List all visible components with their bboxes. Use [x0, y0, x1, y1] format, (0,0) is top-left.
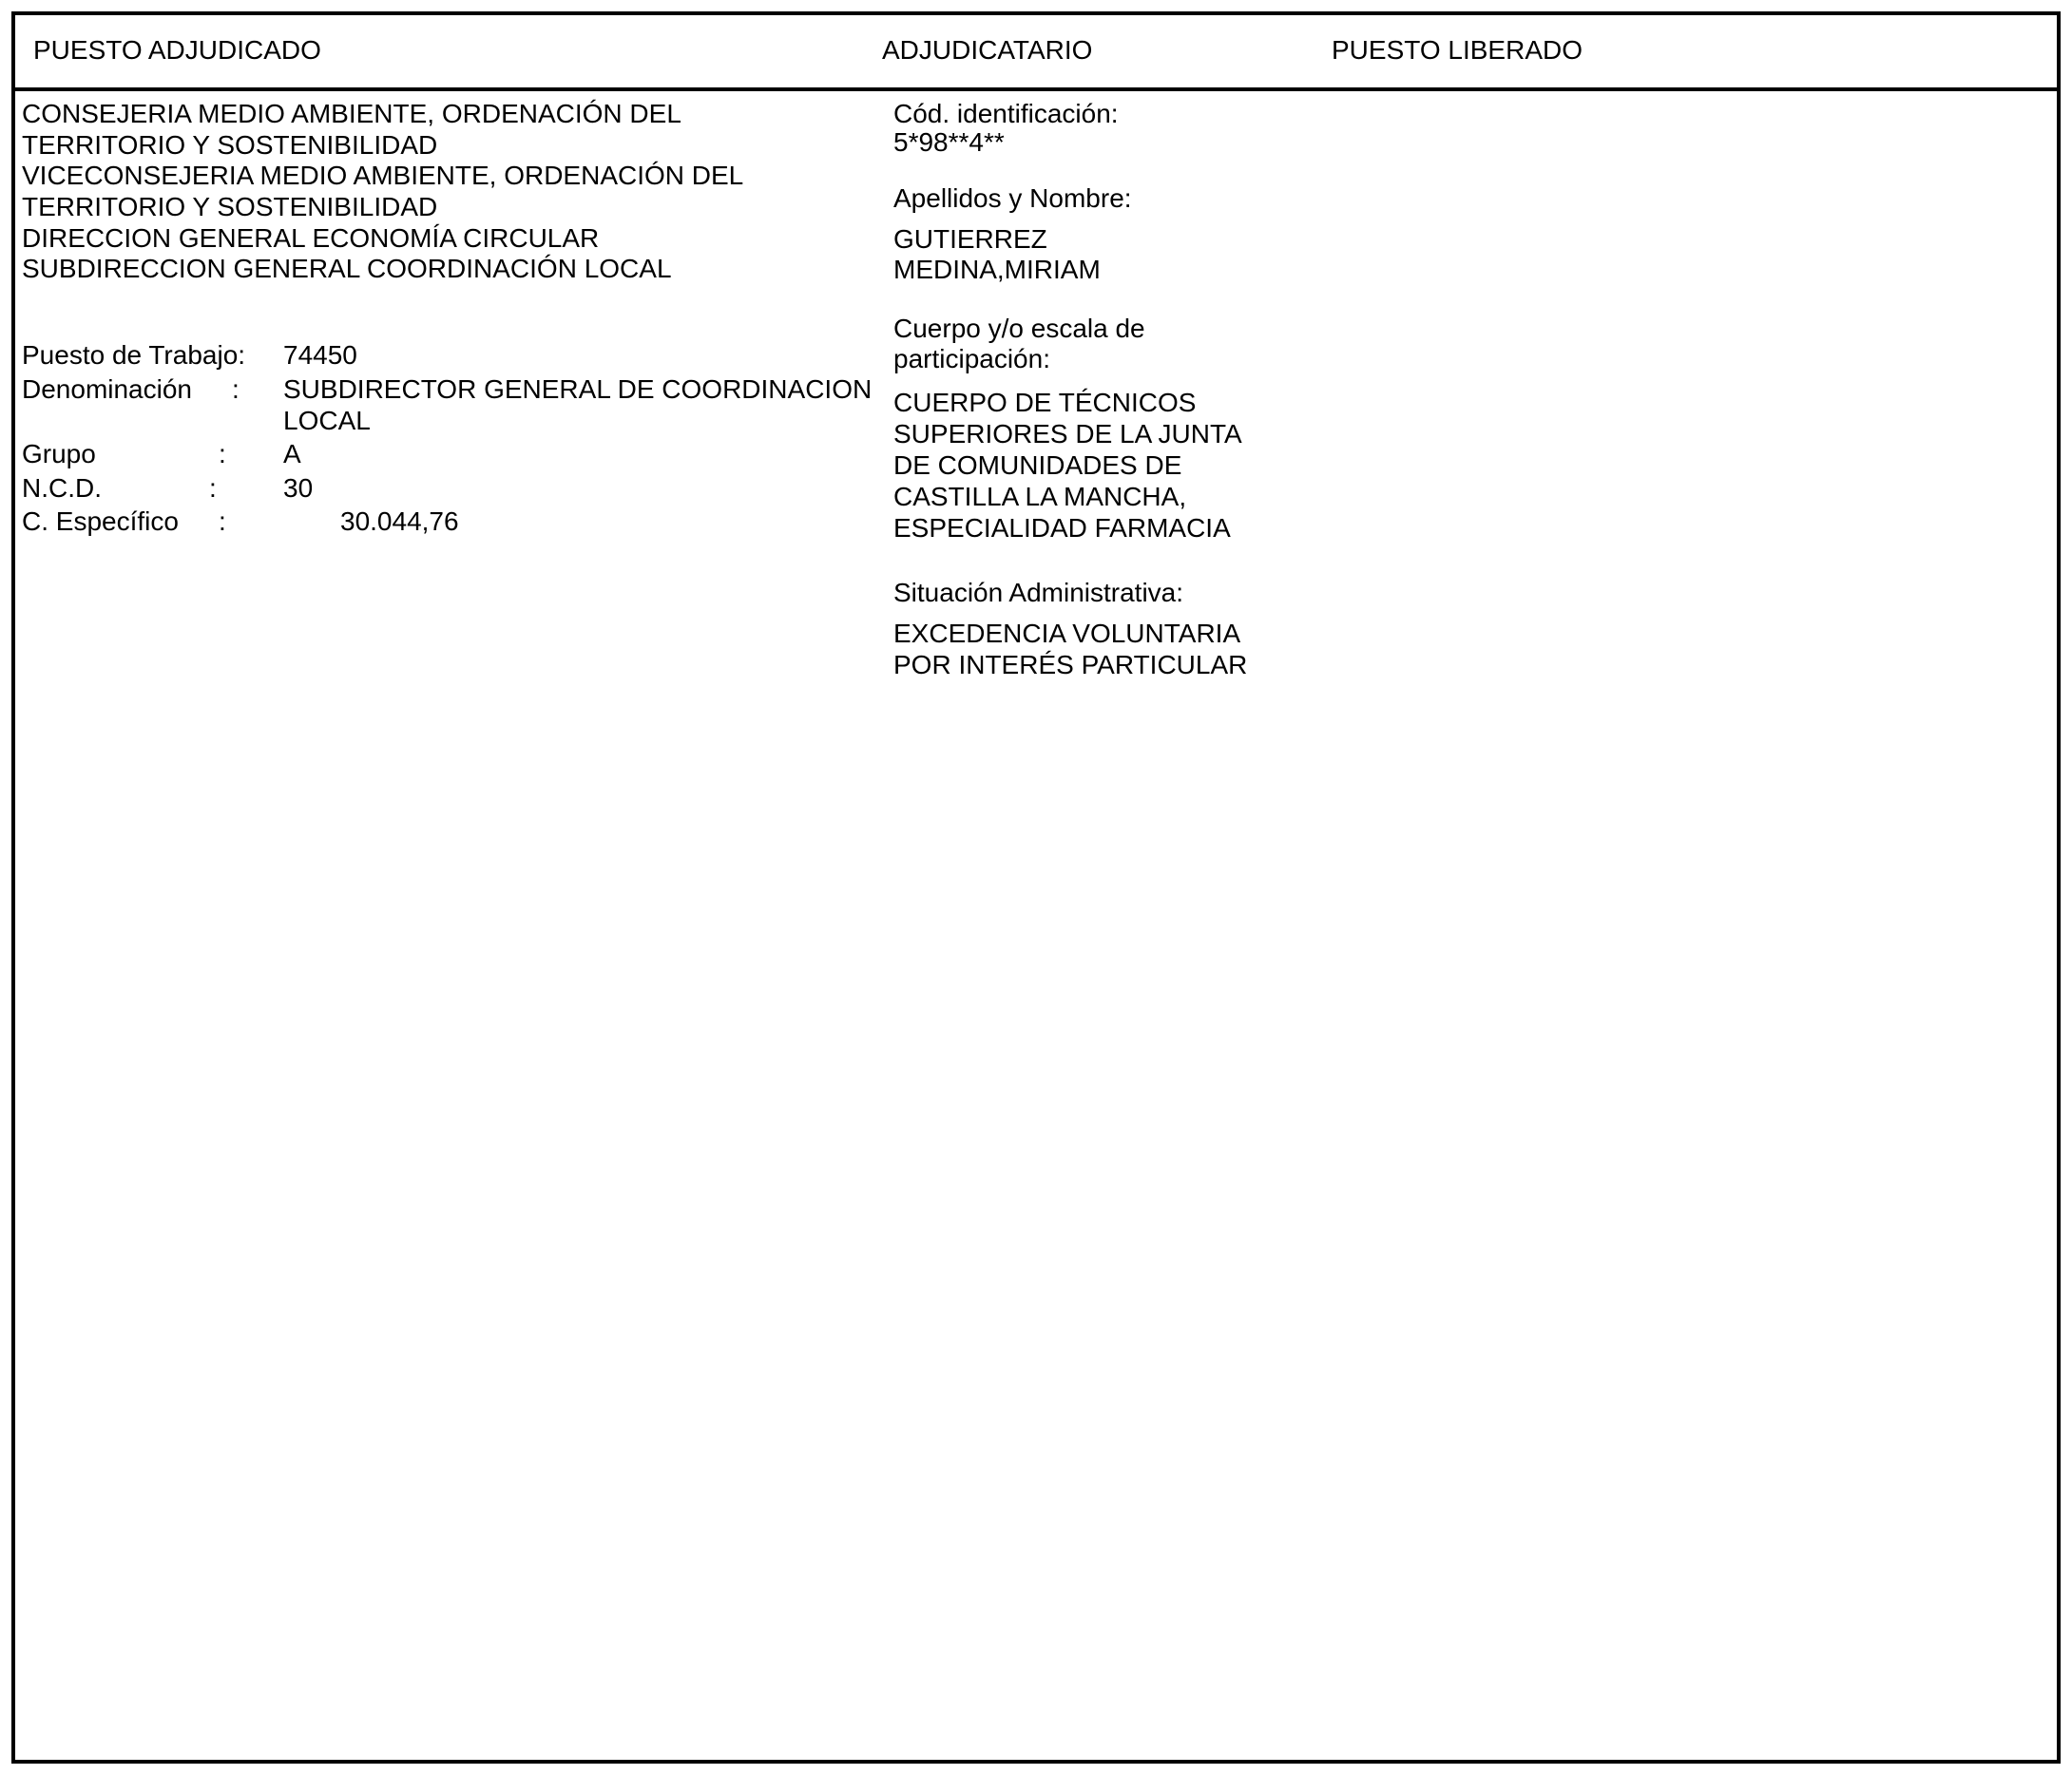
nombre-value: GUTIERREZ	[893, 224, 1047, 254]
denominacion-label: Denominación	[22, 374, 192, 404]
ncd-colon: :	[209, 473, 217, 503]
org-line: DIRECCION GENERAL ECONOMÍA CIRCULAR	[22, 223, 600, 253]
cuerpo-value: ESPECIALIDAD FARMACIA	[893, 513, 1231, 543]
denominacion-value: SUBDIRECTOR GENERAL DE COORDINACION	[283, 374, 873, 404]
org-line: VICECONSEJERIA MEDIO AMBIENTE, ORDENACIÓN DEL	[22, 161, 744, 190]
especifico-value: 30.044,76	[340, 506, 459, 536]
puesto-trabajo-label: Puesto de Trabajo:	[22, 340, 246, 370]
cuerpo-label-cont: participación:	[893, 344, 1050, 373]
cod-identificacion-label: Cód. identificación:	[893, 99, 1119, 128]
header-puesto-liberado: PUESTO LIBERADO	[1332, 35, 1583, 65]
denominacion-colon: :	[232, 374, 240, 404]
org-line: SUBDIRECCION GENERAL COORDINACIÓN LOCAL	[22, 254, 672, 283]
table-header	[15, 15, 2057, 91]
puesto-trabajo-value: 74450	[283, 340, 357, 370]
situacion-label: Situación Administrativa:	[893, 578, 1184, 607]
header-adjudicatario: ADJUDICATARIO	[882, 35, 1093, 65]
cuerpo-value: CUERPO DE TÉCNICOS	[893, 388, 1197, 417]
cod-identificacion-value: 5*98**4**	[893, 127, 1005, 157]
org-line: TERRITORIO Y SOSTENIBILIDAD	[22, 130, 438, 160]
nombre-label: Apellidos y Nombre:	[893, 183, 1132, 213]
especifico-label: C. Específico	[22, 506, 179, 536]
nombre-value-cont: MEDINA,MIRIAM	[893, 255, 1101, 284]
org-line: TERRITORIO Y SOSTENIBILIDAD	[22, 192, 438, 221]
cuerpo-label: Cuerpo y/o escala de	[893, 314, 1145, 343]
denominacion-value-cont: LOCAL	[283, 406, 371, 435]
cuerpo-value: DE COMUNIDADES DE	[893, 450, 1182, 480]
cuerpo-value: SUPERIORES DE LA JUNTA	[893, 419, 1242, 449]
grupo-colon: :	[219, 439, 226, 468]
grupo-label: Grupo	[22, 439, 96, 468]
situacion-value-cont: POR INTERÉS PARTICULAR	[893, 650, 1248, 679]
situacion-value: EXCEDENCIA VOLUNTARIA	[893, 619, 1241, 648]
ncd-label: N.C.D.	[22, 473, 102, 503]
grupo-value: A	[283, 439, 301, 468]
especifico-colon: :	[219, 506, 226, 536]
ncd-value: 30	[283, 473, 314, 503]
header-puesto-adjudicado: PUESTO ADJUDICADO	[33, 35, 321, 65]
cuerpo-value: CASTILLA LA MANCHA,	[893, 482, 1187, 511]
document-frame	[11, 11, 2061, 1764]
org-line: CONSEJERIA MEDIO AMBIENTE, ORDENACIÓN DEL	[22, 99, 681, 128]
